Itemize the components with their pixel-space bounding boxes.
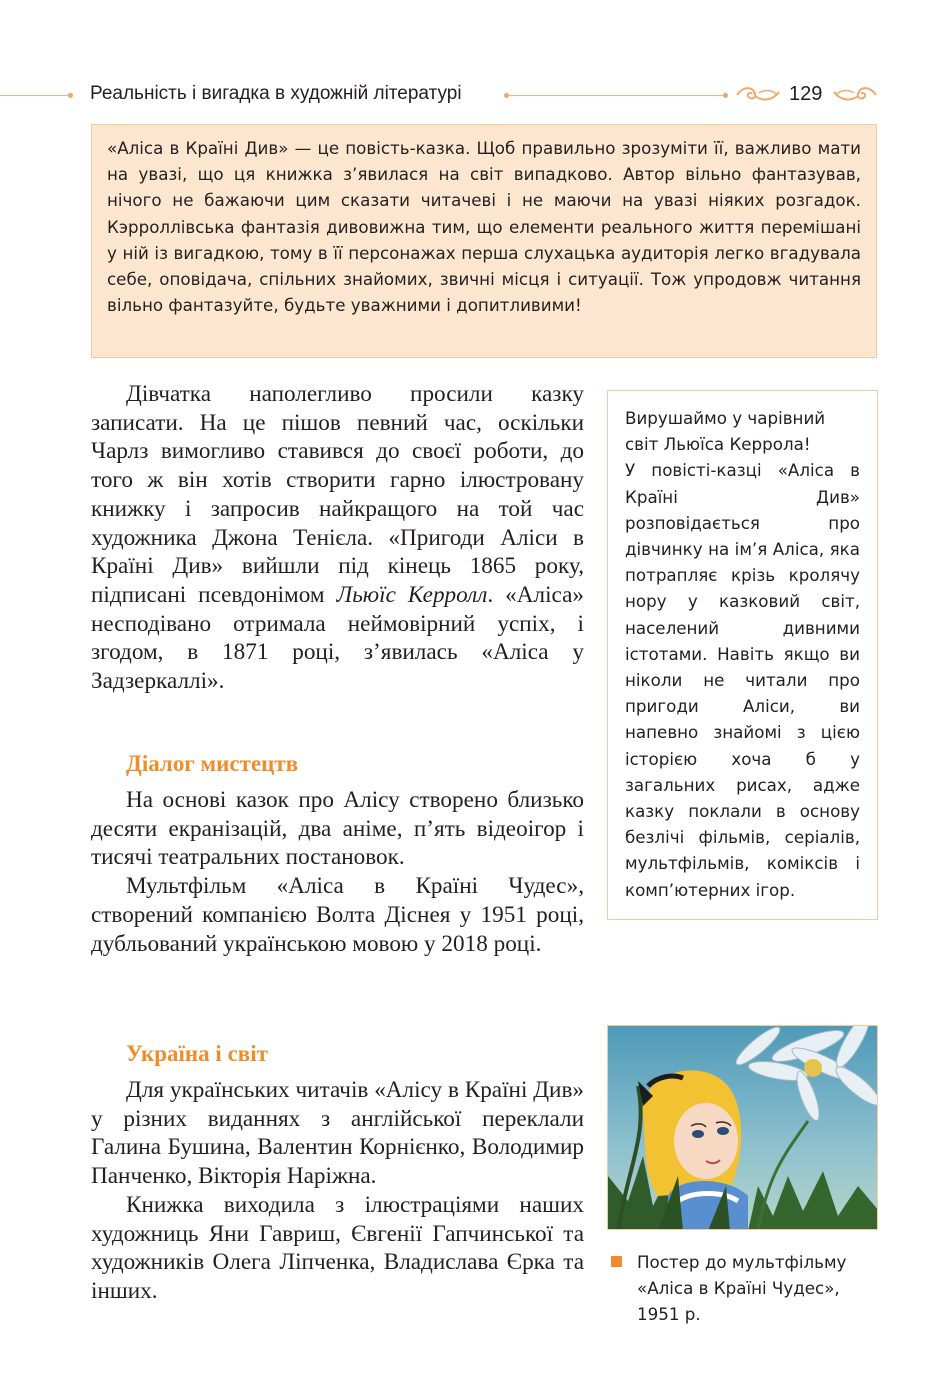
main-section-3 (91, 1076, 584, 1306)
sidebar-text: У повісті-казці «Аліса в Країні Див» розповідається про дівчинку на ім’я Аліса, яка потрапляє крізь кролячу нору у казковий світ, населений дивними істотами. Навіть якщо ви ніколи не читали про пригоди Аліси, ви напевно знайомі з цією історією хоча б у загальних рисах, адже казку поклали в основу безлічі фільмів, серіалів, мультфільмів, коміксів і комп’ютерних ігор. (625, 460, 860, 900)
main-section-2 (91, 786, 584, 958)
paragraph-1-end: . «Аліса» несподівано отримала неймовірний успіх, і згодом, в 1871 році, з’явилась «Аліса у Задзеркаллі». (91, 581, 584, 695)
ornament-left-icon (735, 84, 781, 106)
intro-note-box (91, 124, 877, 358)
paragraph-2: На основі казок про Алісу створено близько десяти екранізацій, два аніме, п’ять відеоігор і тисячі театральних постановок. (91, 787, 584, 871)
paragraph-1 (91, 380, 584, 696)
header-rule-left (0, 95, 72, 96)
heading-ukraine-and-world: Україна і світ (126, 1041, 268, 1066)
alice-illustration (608, 1026, 878, 1230)
running-header-title: Реальність і вигадка в художній літературі (90, 83, 462, 104)
paragraph-1-start: Дівчатка наполегливо просили казку записати. На це пішов певний час, оскільки Чарлз вимогливо ставився до своєї роботи, до того ж він хотів створити гарно ілюстровану книжку і запросив найкращого на той час художника Джона Тенієла. «Пригоди Аліси в Країні Див» вийшли під кінець 1865 року, підписані псевдонімом (91, 381, 584, 608)
paragraph-5: Книжка виходила з ілюстраціями наших художниць Яни Гавриш, Євгенії Гапчинської та художників Олега Ліпченка, Владислава Єрка та інших. (91, 1191, 584, 1304)
header-dot-right (723, 93, 728, 98)
poster-caption: Постер до мультфільму «Аліса в Країні Чудес», 1951 р. (637, 1252, 847, 1324)
ornament-right-icon (832, 84, 878, 106)
main-section-1 (91, 380, 584, 696)
header-dot-left (68, 93, 73, 98)
heading-dialog-of-arts: Діалог мистецтв (126, 751, 299, 776)
poster-image (607, 1025, 878, 1230)
sidebar-note-box (607, 390, 878, 920)
header-rule-mid (507, 95, 725, 96)
caption-marker (611, 1256, 622, 1267)
paragraph-4: Для українських читачів «Алісу в Країні Див» у різних виданнях з англійської переклали Галина Бушина, Валентин Корнієнко, Володимир Панченко, Вікторія Наріжна. (91, 1077, 584, 1190)
paragraph-3: Мультфільм «Аліса в Країні Чудес», створений компанією Волта Діснея у 1951 році, дубльований українською мовою у 2018 році. (91, 873, 584, 957)
pseudonym: Льюїс Керролл (336, 581, 488, 608)
sidebar-intro-line: Вирушаймо у чарівний світ Льюїса Керрола! (625, 408, 826, 455)
page-number: 129 (789, 83, 823, 105)
intro-note-text: «Аліса в Країні Див» — це повість-казка. Щоб правильно зрозуміти її, важливо мати на увазі, що ця книжка з’явилася на світ випадково. Автор вільно фантазував, нічого не бажаючи цим сказати читачеві і не маючи на увазі ніяких розгадок. Кэрроллівська фантазія дивовижна тим, що елементи реального життя перемішані у ній із вигадкою, тому в її персонажах перша слухацька аудиторія легко вгадувала себе, оповідача, спільних знайомих, звичні місця і ситуації. Тож упродовж читання вільно фантазуйте, будьте уважними і допитливими! (107, 138, 861, 316)
